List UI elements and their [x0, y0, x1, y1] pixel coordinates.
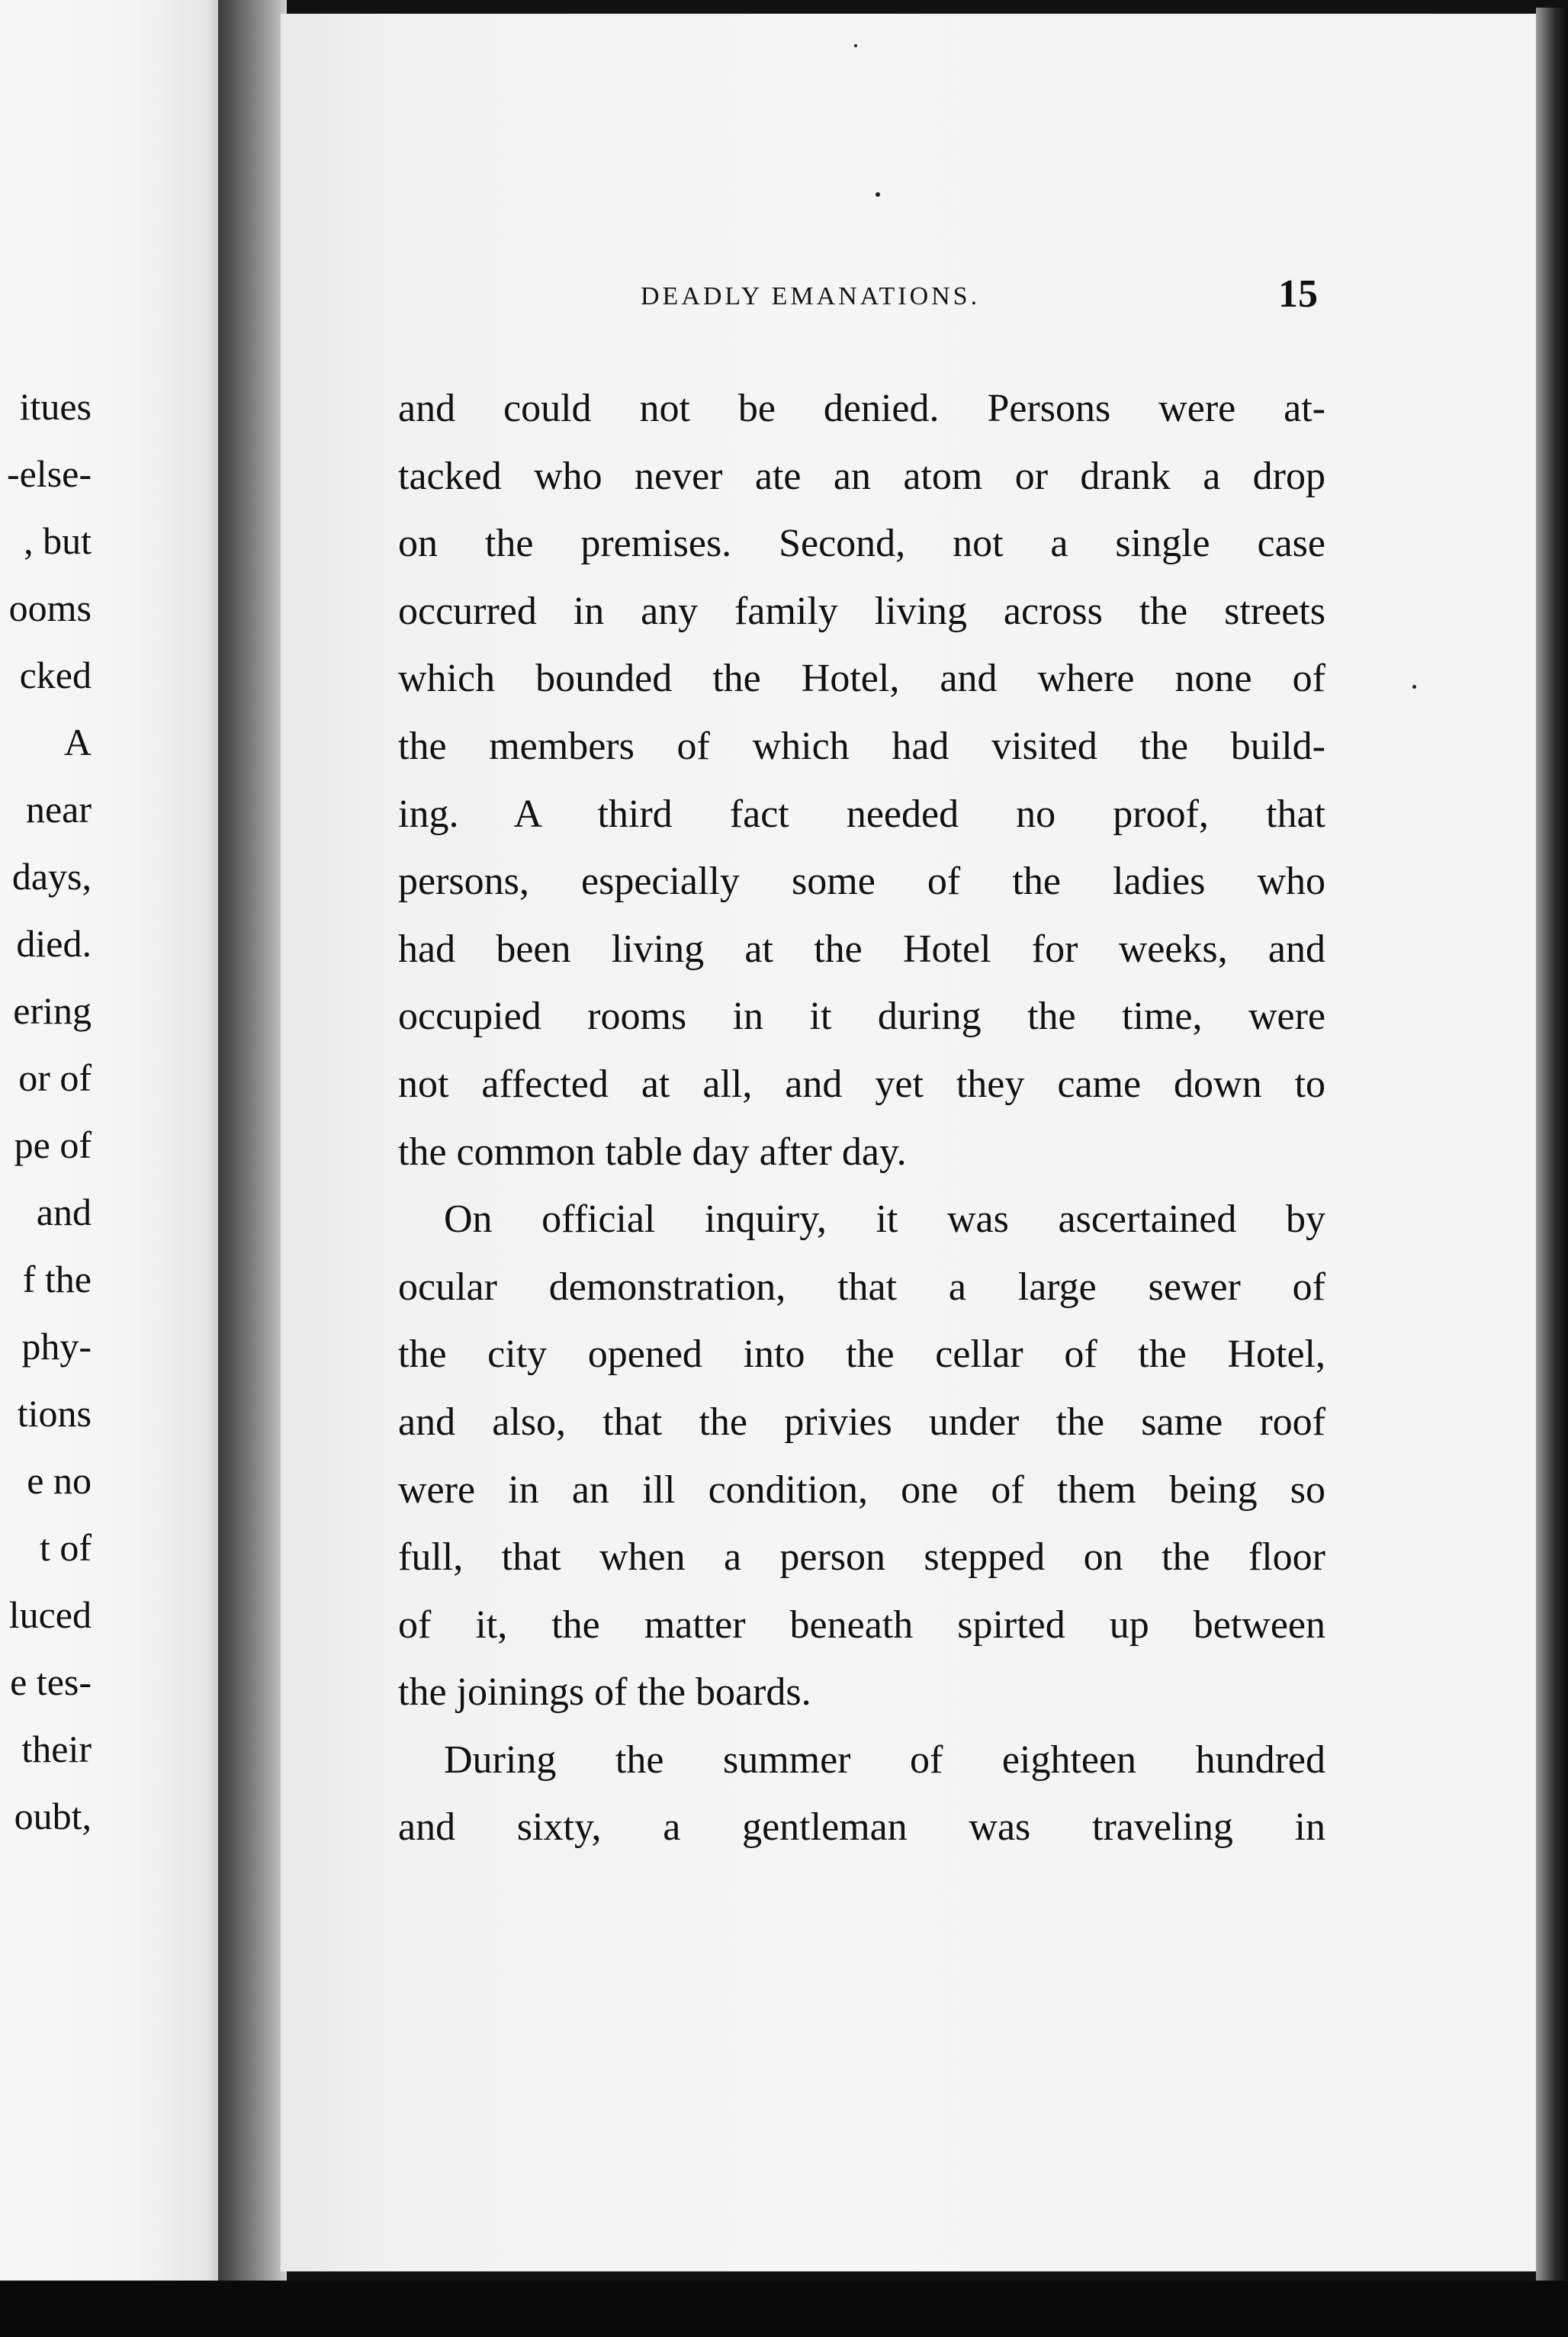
text-line: and also, that the privies under the same roof	[398, 1400, 1325, 1444]
scan-dust-speck	[1412, 685, 1416, 689]
right-page-edge	[1536, 8, 1568, 2281]
paragraph-first-line: On official inquiry, it was ascertained by	[444, 1197, 1325, 1242]
left-fragment-line: ooms	[8, 587, 92, 629]
left-fragment-line: e no	[27, 1459, 92, 1502]
text-line: of it, the matter beneath spirted up between	[398, 1602, 1325, 1647]
text-line: not affected at all, and yet they came down to	[398, 1062, 1325, 1106]
left-fragment-line: A	[63, 721, 92, 763]
left-fragment-line: phy-	[21, 1325, 92, 1368]
scan-bottom-border	[0, 2281, 1568, 2337]
left-fragment-line: pe of	[14, 1123, 92, 1166]
text-line: the members of which had visited the build-	[398, 724, 1325, 768]
scan-dust-speck	[854, 44, 857, 47]
left-fragment-line: , but	[24, 519, 92, 562]
text-line: tacked who never ate an atom or drank a drop	[398, 454, 1325, 498]
left-fragment-line: oubt,	[14, 1795, 92, 1837]
text-line: had been living at the Hotel for weeks, and	[398, 927, 1325, 971]
left-fragment-line: e tes-	[10, 1660, 92, 1703]
text-line: persons, especially some of the ladies who	[398, 860, 1325, 904]
left-fragment-line: f the	[22, 1258, 92, 1300]
book-gutter-shadow	[218, 0, 287, 2281]
text-line: occupied rooms in it during the time, were	[398, 995, 1325, 1039]
left-fragment-line: days,	[11, 855, 92, 898]
left-fragment-line: luced	[8, 1593, 92, 1636]
text-line: on the premises. Second, not a single case	[398, 522, 1325, 566]
paragraph-last-line: the common table day after day.	[398, 1130, 907, 1174]
text-line: the city opened into the cellar of the Hotel,	[398, 1332, 1325, 1377]
left-fragment-line: died.	[16, 922, 92, 965]
page-number: 15	[1278, 272, 1318, 316]
left-page-text-fragments	[0, 0, 92, 2281]
left-fragment-line: itues	[19, 385, 92, 428]
running-header-title: DEADLY EMANATIONS.	[641, 282, 981, 310]
text-line: occurred in any family living across the streets	[398, 589, 1325, 633]
left-fragment-line: and	[36, 1191, 92, 1233]
paragraph-first-line: During the summer of eighteen hundred	[444, 1737, 1325, 1782]
left-fragment-line: or of	[18, 1056, 92, 1099]
left-fragment-line: ering	[13, 989, 92, 1032]
left-fragment-line: -else-	[6, 452, 92, 495]
page-body-text	[398, 375, 1325, 1862]
text-line: and could not be denied. Persons were at-	[398, 387, 1325, 430]
text-line: and sixty, a gentleman was traveling in	[398, 1805, 1325, 1850]
left-fragment-line: cked	[19, 654, 92, 696]
text-line: ing. A third fact needed no proof, that	[398, 792, 1325, 836]
text-line: full, that when a person stepped on the floor	[398, 1535, 1325, 1580]
text-line: which bounded the Hotel, and where none of	[398, 657, 1325, 701]
text-line: ocular demonstration, that a large sewer of	[398, 1265, 1325, 1309]
scan-dust-speck	[876, 192, 880, 197]
left-fragment-line: t of	[39, 1526, 92, 1569]
paragraph-last-line: the joinings of the boards.	[398, 1670, 811, 1715]
left-fragment-line: their	[21, 1728, 92, 1770]
left-fragment-line: near	[25, 788, 92, 831]
left-page	[0, 0, 229, 2281]
text-line: were in an ill condition, one of them being so	[398, 1467, 1325, 1512]
left-fragment-line: tions	[17, 1392, 92, 1435]
